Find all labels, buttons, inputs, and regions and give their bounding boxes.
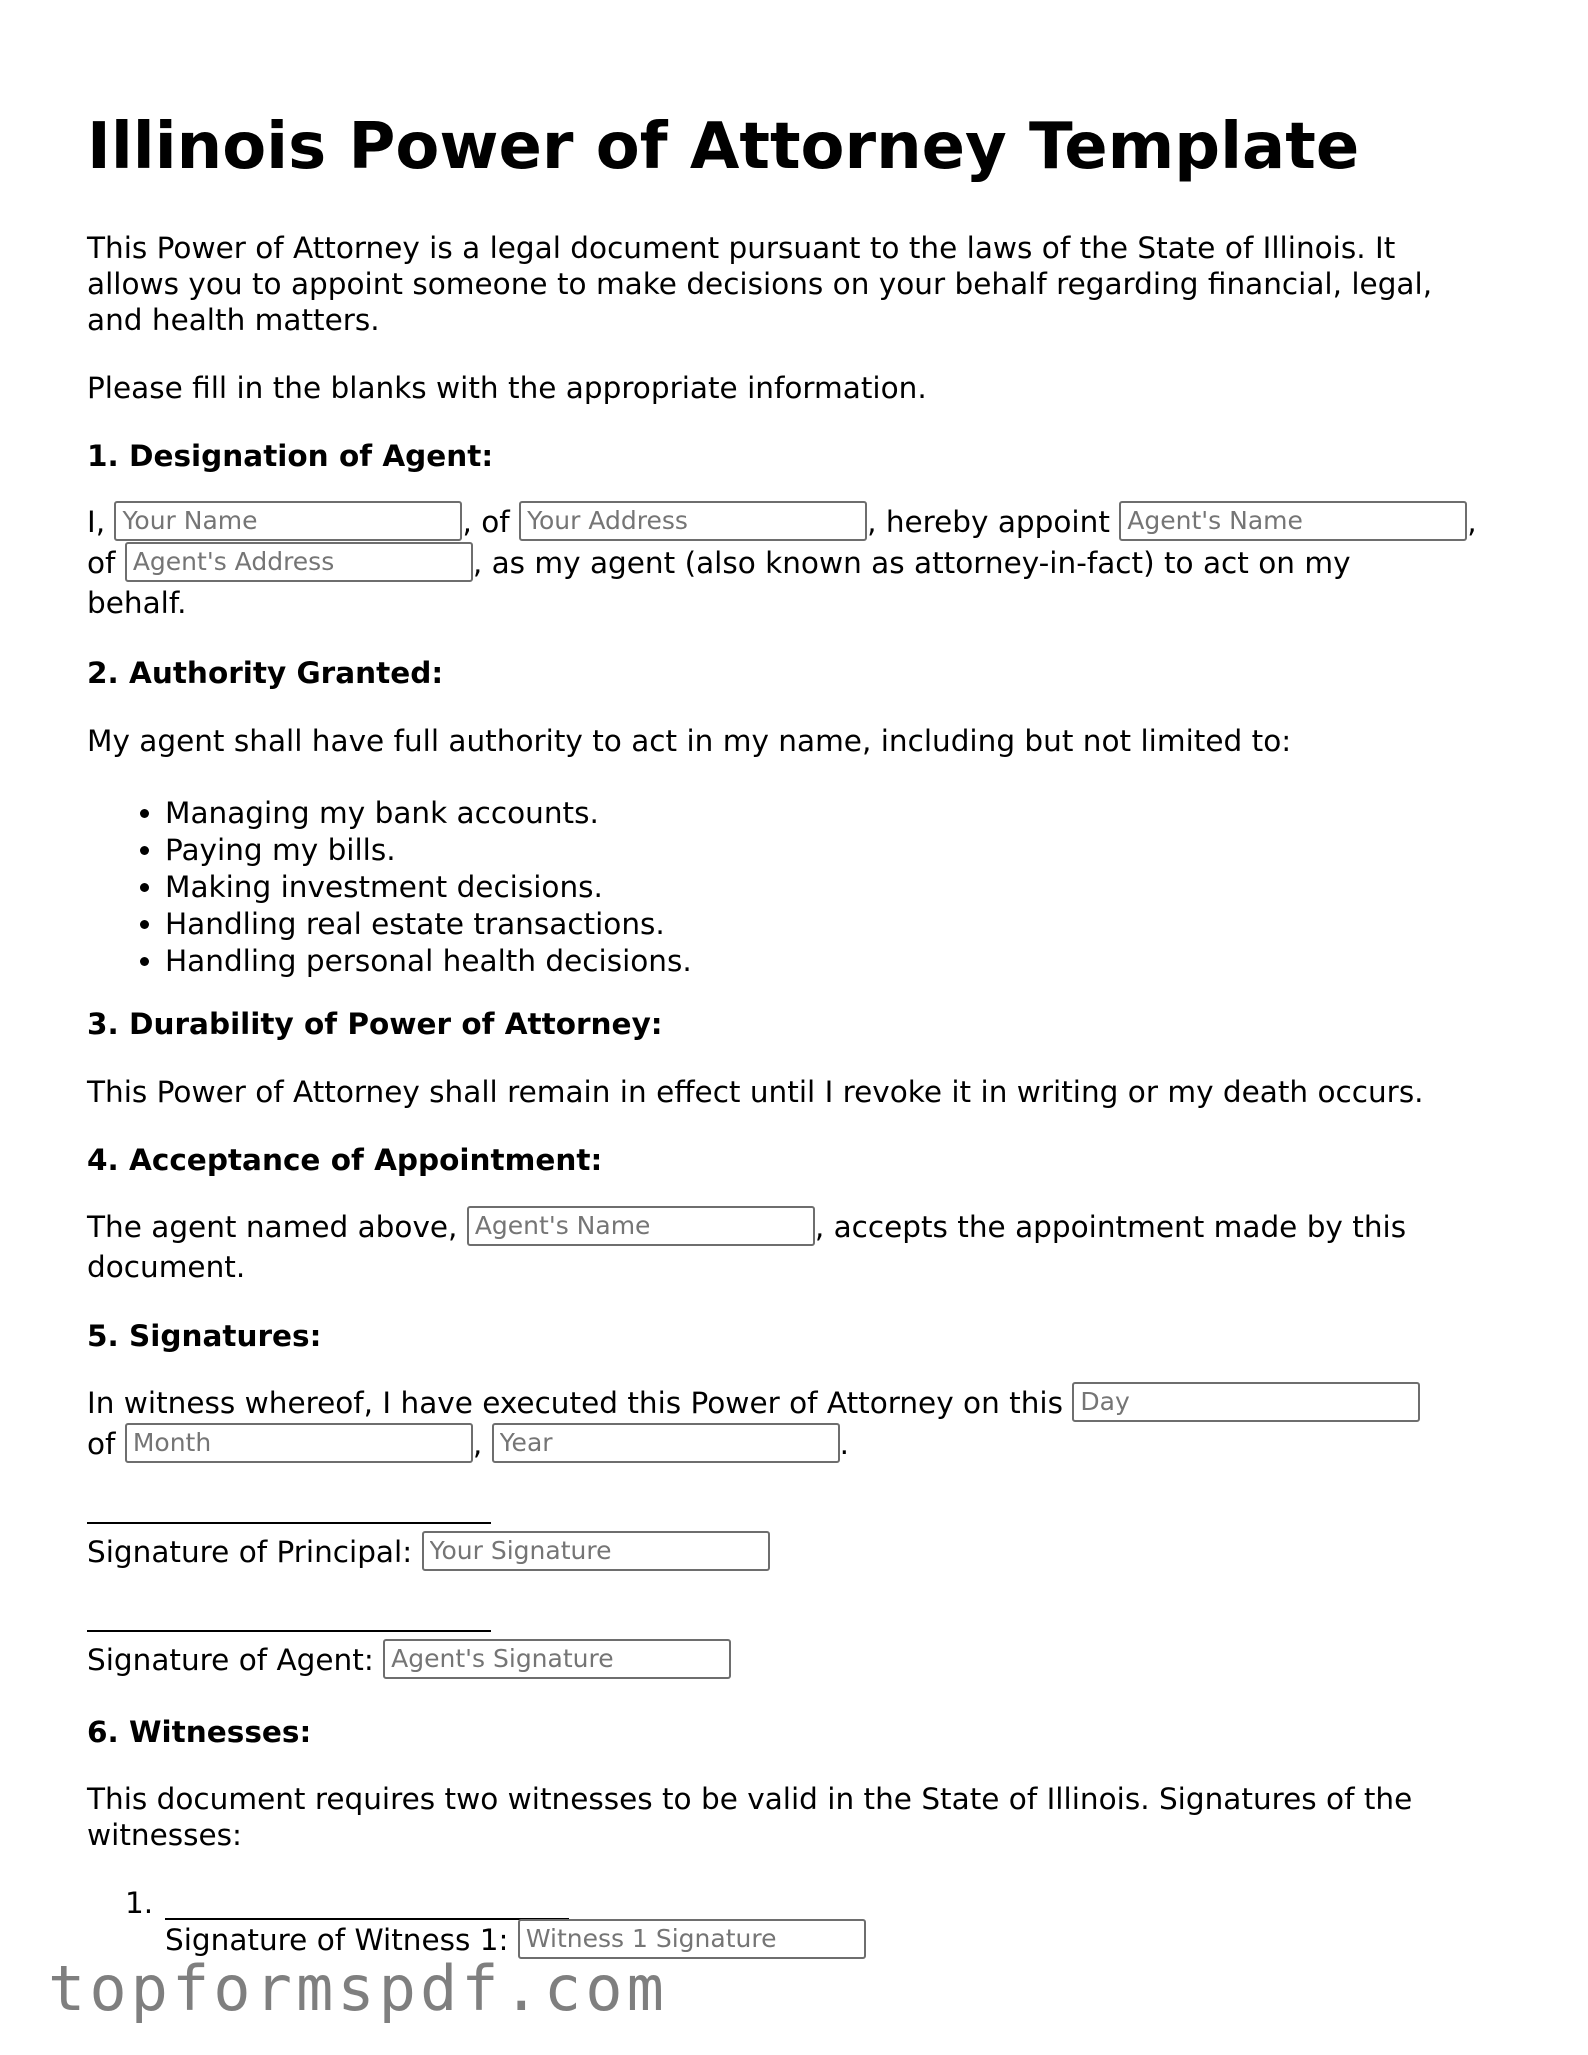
year-field[interactable]: [492, 1423, 840, 1463]
designation-line-2: [87, 545, 1351, 582]
witness-1-number: 1.: [125, 1886, 154, 1920]
text-in-witness-whereof: In witness whereof, I have executed this Power of Attorney on this: [87, 1386, 1063, 1420]
intro-line-3: and health matters.: [87, 303, 380, 337]
list-item: • Making investment decisions.: [165, 869, 692, 906]
text-accepts: , accepts the appointment made by this: [814, 1210, 1407, 1244]
text-comma: ,: [1467, 505, 1477, 539]
text-i: I,: [87, 505, 106, 539]
instructions-text: Please fill in the blanks with the appropriate information.: [87, 371, 927, 405]
text-comma-year: ,: [472, 1427, 483, 1461]
principal-signature-field[interactable]: [422, 1531, 770, 1571]
agent-signature-row: [87, 1642, 731, 1679]
agent-signature-label: Signature of Agent:: [87, 1643, 374, 1677]
text-of-2: of: [87, 546, 116, 580]
list-item: • Paying my bills.: [165, 832, 692, 869]
witness-1-signature-field[interactable]: [518, 1919, 866, 1959]
principal-signature-row: [87, 1534, 770, 1571]
text-of: , of: [462, 505, 510, 539]
witness-1-row: [165, 1922, 866, 1959]
principal-signature-line: [87, 1500, 491, 1528]
acceptance-agent-name-field[interactable]: [467, 1206, 815, 1246]
text-agent-named-above: The agent named above,: [87, 1210, 458, 1244]
section-2-heading: 2. Authority Granted:: [87, 656, 444, 690]
witness-1-signature-line: [165, 1896, 569, 1924]
agent-signature-line: [87, 1608, 491, 1636]
principal-signature-label: Signature of Principal:: [87, 1535, 413, 1569]
text-period: .: [839, 1427, 849, 1461]
list-item: • Managing my bank accounts.: [165, 795, 692, 832]
intro-line-2: allows you to appoint someone to make decisions on your behalf regarding financial, legal,: [87, 267, 1433, 301]
list-item: • Handling real estate transactions.: [165, 906, 692, 943]
section-3-heading: 3. Durability of Power of Attorney:: [87, 1007, 663, 1041]
section-5-heading: 5. Signatures:: [87, 1319, 322, 1353]
witnesses-line-1: This document requires two witnesses to be valid in the State of Illinois. Signatures of the: [87, 1782, 1413, 1816]
section-6-heading: 6. Witnesses:: [87, 1715, 312, 1749]
principal-name-field[interactable]: [114, 501, 462, 541]
text-of-month: of: [87, 1427, 116, 1461]
agent-signature-field[interactable]: [383, 1639, 731, 1679]
section-1-heading: 1. Designation of Agent:: [87, 439, 494, 473]
month-field[interactable]: [125, 1423, 473, 1463]
witness-1-label: Signature of Witness 1:: [165, 1923, 509, 1957]
page-title: Illinois Power of Attorney Template: [87, 110, 1360, 184]
designation-line-3: behalf.: [87, 586, 187, 620]
execution-line-2: [87, 1426, 849, 1463]
authority-text: My agent shall have full authority to act in my name, including but not limited to:: [87, 724, 1292, 758]
authority-list: [87, 795, 692, 980]
acceptance-line-1: [87, 1209, 1406, 1246]
list-item: • Handling personal health decisions.: [165, 943, 692, 980]
designation-line-1: [87, 504, 1477, 541]
day-field[interactable]: [1072, 1382, 1420, 1422]
agent-address-field[interactable]: [125, 542, 473, 582]
durability-text: This Power of Attorney shall remain in effect until I revoke it in writing or my death occurs.: [87, 1075, 1424, 1109]
execution-line-1: [87, 1385, 1420, 1422]
watermark-text: topformspdf.com: [48, 1952, 668, 2025]
intro-line-1: This Power of Attorney is a legal document pursuant to the laws of the State of Illinois. It: [87, 231, 1396, 265]
text-as-my-agent: , as my agent (also known as attorney-in-fact) to act on my: [472, 546, 1351, 580]
witnesses-line-2: witnesses:: [87, 1818, 242, 1852]
section-4-heading: 4. Acceptance of Appointment:: [87, 1143, 603, 1177]
agent-name-field[interactable]: [1119, 501, 1467, 541]
acceptance-line-2: document.: [87, 1250, 246, 1284]
text-hereby-appoint: , hereby appoint: [867, 505, 1110, 539]
principal-address-field[interactable]: [519, 501, 867, 541]
